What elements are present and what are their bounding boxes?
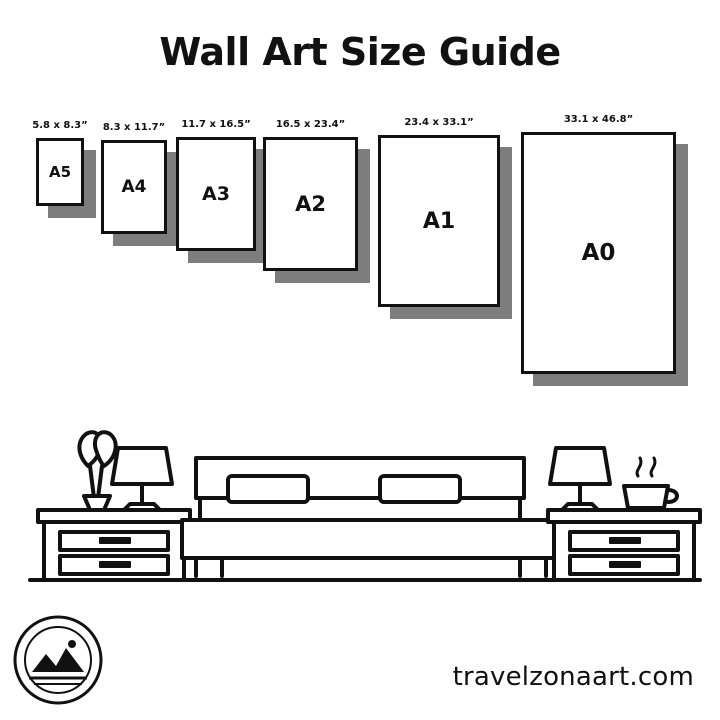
left-lamp (112, 448, 172, 510)
frame-name-label: A3 (202, 183, 230, 205)
frame-dimension-label: 16.5 x 23.4” (275, 119, 346, 130)
right-lamp (550, 448, 610, 510)
frame-dimension-label: 5.8 x 8.3” (32, 120, 88, 131)
page-title: Wall Art Size Guide (159, 30, 561, 74)
plant-decor (79, 432, 115, 510)
left-nightstand (38, 510, 190, 580)
brand-logo (12, 614, 104, 706)
frame-dimension-label: 23.4 x 33.1” (404, 117, 474, 128)
coffee-cup (624, 458, 677, 508)
frame-name-label: A5 (48, 163, 72, 181)
frame-a1[interactable] (378, 135, 500, 307)
frame-a5[interactable] (36, 138, 84, 206)
frame-name-label: A1 (422, 208, 456, 234)
frame-a2[interactable] (263, 137, 358, 271)
bedroom-illustration (0, 380, 720, 610)
frame-name-label: A4 (121, 177, 147, 197)
bed (182, 458, 566, 576)
frame-a0[interactable] (521, 132, 676, 374)
frame-name-label: A0 (581, 240, 616, 266)
frame-dimension-label: 8.3 x 11.7” (102, 122, 166, 133)
right-nightstand (548, 510, 700, 580)
frame-name-label: A2 (295, 192, 326, 216)
frame-dimension-label: 11.7 x 16.5” (181, 119, 251, 130)
website-url: travelzonaart.com (452, 662, 694, 692)
frame-dimension-label: 33.1 x 46.8” (563, 114, 634, 125)
frame-a4[interactable] (101, 140, 167, 234)
frame-a3[interactable] (176, 137, 256, 251)
